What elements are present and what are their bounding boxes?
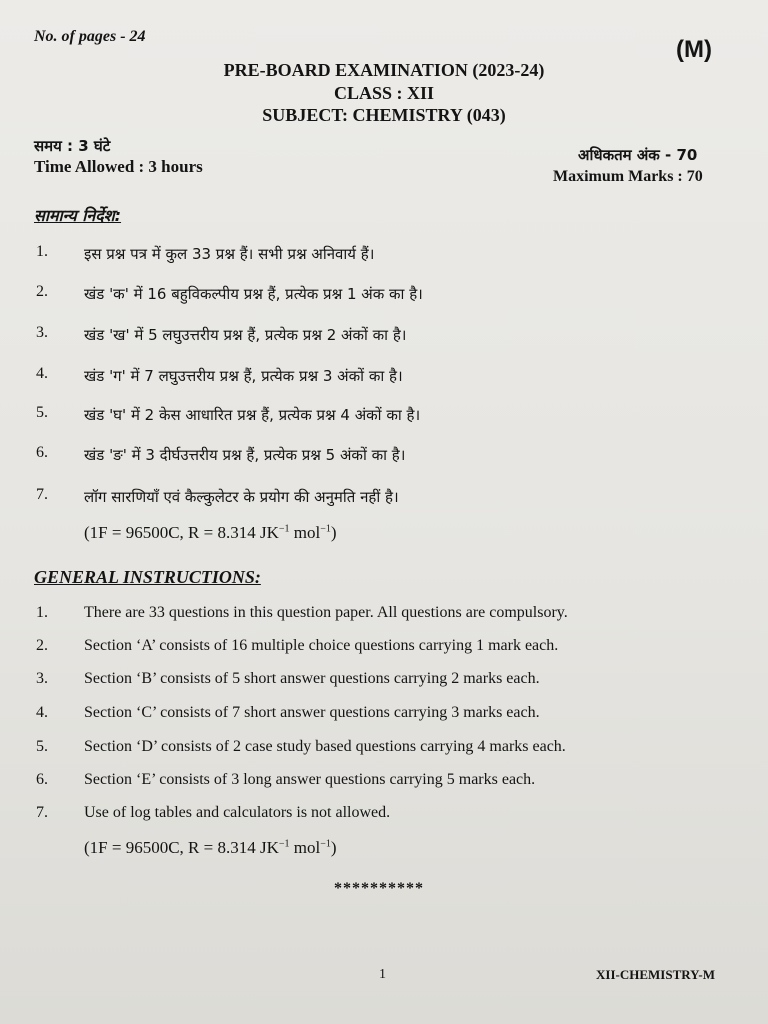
general-heading: GENERAL INSTRUCTIONS: — [34, 567, 261, 587]
general-instruction: There are 33 questions in this question paper. All questions are compulsory. — [84, 604, 568, 621]
list-item-number: 5. — [36, 738, 48, 755]
list-item-number: 1. — [36, 243, 48, 260]
hindi-instruction: खंड 'ख' में 5 लघुउत्तरीय प्रश्न हैं, प्रत्येक प्रश्न 2 अंकों का है। — [84, 326, 407, 344]
max-marks: Maximum Marks : 70 — [553, 168, 703, 185]
hindi-instruction: खंड 'ङ' में 3 दीर्घउत्तरीय प्रश्न हैं, प्रत्येक प्रश्न 5 अंकों का है। — [84, 446, 406, 464]
page-count: No. of pages - 24 — [34, 28, 146, 45]
constants-suffix: ) — [330, 838, 337, 857]
constants-exponent: −1 — [320, 523, 331, 535]
list-item-number: 3. — [36, 324, 48, 341]
constants-exponent: −1 — [278, 838, 290, 850]
constants-exponent: −1 — [320, 838, 331, 850]
list-item-number: 7. — [36, 804, 48, 821]
exam-title: PRE-BOARD EXAMINATION (2023-24) — [223, 60, 545, 80]
hindi-instruction: खंड 'ग' में 7 लघुउत्तरीय प्रश्न हैं, प्रत्येक प्रश्न 3 अंकों का है। — [84, 367, 403, 385]
max-marks-hindi: अधिकतम अंक - 70 — [578, 146, 698, 164]
hindi-instruction: खंड 'क' में 16 बहुविकल्पीय प्रश्न हैं, प्रत्येक प्रश्न 1 अंक का है। — [84, 285, 423, 303]
list-item-number: 3. — [36, 670, 48, 687]
constants-prefix: (1F = 96500C, R = 8.314 JK — [84, 838, 279, 857]
constants-unit: mol — [289, 523, 321, 542]
time-allowed: Time Allowed : 3 hours — [34, 157, 203, 176]
hindi-instruction: इस प्रश्न पत्र में कुल 33 प्रश्न हैं। सभी प्रश्न अनिवार्य हैं। — [84, 245, 375, 263]
set-code: (M) — [676, 36, 712, 63]
time-hindi: समय : 3 घंटे — [34, 137, 111, 155]
list-item-number: 1. — [36, 604, 48, 621]
list-item-number: 7. — [36, 486, 48, 503]
hindi-heading: सामान्य निर्देश: — [34, 206, 122, 225]
list-item-number: 4. — [36, 704, 48, 721]
list-item-number: 2. — [36, 637, 48, 654]
list-item-number: 6. — [36, 444, 48, 461]
footer-code: XII-CHEMISTRY-M — [596, 967, 715, 982]
hindi-instruction: खंड 'घ' में 2 केस आधारित प्रश्न हैं, प्रत्येक प्रश्न 4 अंकों का है। — [84, 406, 421, 424]
list-item-number: 4. — [36, 365, 48, 382]
constants-line — [84, 523, 337, 543]
constants-line — [84, 838, 337, 858]
constants-suffix: ) — [330, 523, 337, 542]
subject-title: SUBJECT: CHEMISTRY (043) — [262, 105, 506, 125]
general-instruction: Use of log tables and calculators is not allowed. — [84, 804, 391, 821]
general-instruction: Section ‘B’ consists of 5 short answer questions carrying 2 marks each. — [84, 670, 540, 687]
list-item-number: 2. — [36, 283, 48, 300]
constants-exponent: −1 — [278, 523, 290, 535]
constants-unit: mol — [289, 838, 321, 857]
general-instruction: Section ‘A’ consists of 16 multiple choice questions carrying 1 mark each. — [84, 637, 559, 654]
list-item-number: 6. — [36, 771, 48, 788]
separator: ********** — [334, 880, 424, 897]
general-instruction: Section ‘C’ consists of 7 short answer questions carrying 3 marks each. — [84, 704, 540, 721]
general-instruction: Section ‘D’ consists of 2 case study based questions carrying 4 marks each. — [84, 738, 566, 755]
list-item-number: 5. — [36, 404, 48, 421]
general-instruction: Section ‘E’ consists of 3 long answer questions carrying 5 marks each. — [84, 771, 536, 788]
class-title: CLASS : XII — [333, 83, 435, 103]
constants-prefix: (1F = 96500C, R = 8.314 JK — [84, 523, 279, 542]
page-number: 1 — [379, 967, 386, 982]
hindi-instruction: लॉग सारणियाँ एवं कैल्कुलेटर के प्रयोग की अनुमति नहीं है। — [84, 488, 399, 506]
